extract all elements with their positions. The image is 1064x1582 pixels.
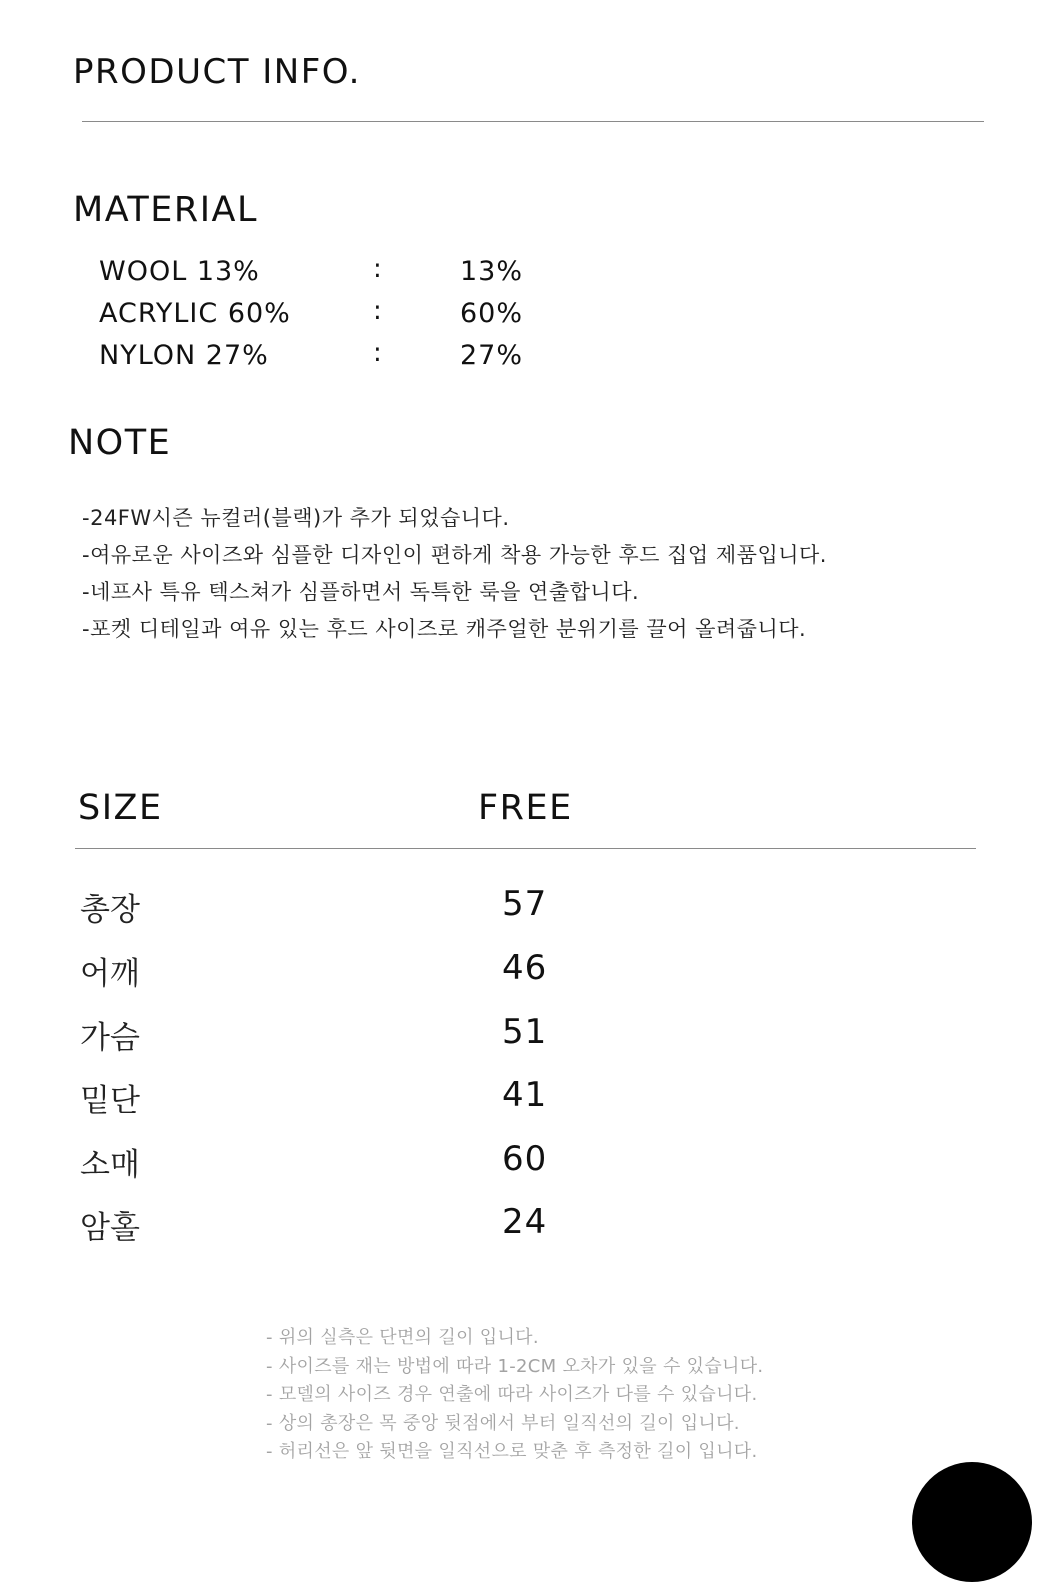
size-measure-value: 41 xyxy=(502,1075,548,1115)
size-measure-value: 24 xyxy=(502,1202,548,1242)
note-line: -24FW시즌 뉴컬러(블랙)가 추가 되었습니다. xyxy=(82,506,510,530)
material-heading: MATERIAL xyxy=(73,190,259,230)
material-name: ACRYLIC 60% xyxy=(99,298,291,329)
note-line: -여유로운 사이즈와 심플한 디자인이 편하게 착용 가능한 후드 집업 제품입니다. xyxy=(82,543,827,567)
size-divider xyxy=(75,848,976,849)
size-measure-name: 어깨 xyxy=(80,956,140,992)
material-separator: : xyxy=(373,254,382,284)
note-heading: NOTE xyxy=(68,423,172,463)
size-measure-value: 60 xyxy=(502,1139,548,1179)
size-measure-name: 암홀 xyxy=(80,1210,140,1246)
size-column-header: FREE xyxy=(478,788,573,828)
footnote-line: - 모델의 사이즈 경우 연출에 따라 사이즈가 다를 수 있습니다. xyxy=(266,1384,758,1405)
size-row xyxy=(0,1075,700,1125)
size-row xyxy=(0,1012,700,1062)
page-title: PRODUCT INFO. xyxy=(73,52,361,92)
footnote-line: - 상의 총장은 목 중앙 뒷점에서 부터 일직선의 길이 입니다. xyxy=(266,1412,740,1434)
material-name: WOOL 13% xyxy=(99,256,260,287)
floating-button[interactable] xyxy=(912,1462,1032,1582)
size-measure-name: 소매 xyxy=(80,1147,140,1183)
note-line: -포켓 디테일과 여유 있는 후드 사이즈로 캐주얼한 분위기를 끌어 올려줍니다. xyxy=(82,617,807,641)
size-measure-name: 가슴 xyxy=(80,1020,140,1056)
size-measure-value: 51 xyxy=(502,1012,548,1052)
footnote-line: - 허리선은 앞 뒷면을 일직선으로 맞춘 후 측정한 길이 입니다. xyxy=(266,1441,758,1462)
divider xyxy=(82,121,984,122)
size-row xyxy=(0,1139,700,1189)
size-measure-name: 총장 xyxy=(80,892,140,928)
size-row xyxy=(0,1202,700,1252)
size-heading: SIZE xyxy=(78,788,163,828)
size-measure-value: 57 xyxy=(502,884,548,924)
size-measure-name: 밑단 xyxy=(80,1083,140,1119)
material-value: 60% xyxy=(460,298,524,329)
size-measure-value: 46 xyxy=(502,948,548,988)
footnote-line: - 사이즈를 재는 방법에 따라 1-2CM 오차가 있을 수 있습니다. xyxy=(266,1355,764,1377)
material-row xyxy=(0,340,700,380)
note-line: -네프사 특유 텍스쳐가 심플하면서 독특한 룩을 연출합니다. xyxy=(82,580,640,604)
material-separator: : xyxy=(373,338,382,368)
size-row xyxy=(0,884,700,934)
material-name: NYLON 27% xyxy=(99,340,269,371)
size-row xyxy=(0,948,700,998)
material-row xyxy=(0,298,700,338)
footnotes xyxy=(266,1324,763,1467)
footnote-line: - 위의 실측은 단면의 길이 입니다. xyxy=(266,1327,539,1348)
material-row xyxy=(0,256,700,296)
material-separator: : xyxy=(373,296,382,326)
material-value: 13% xyxy=(460,256,524,287)
note-list xyxy=(82,500,827,648)
material-value: 27% xyxy=(460,340,524,371)
